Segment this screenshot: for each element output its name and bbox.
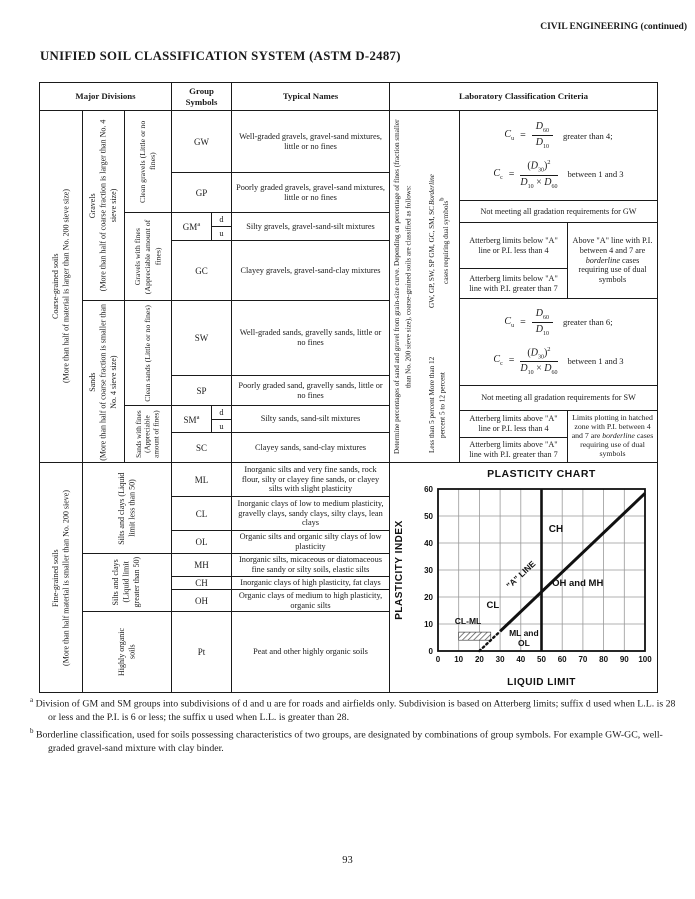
subdivision-label: d xyxy=(219,408,224,417)
svg-text:PLASTICITY INDEX: PLASTICITY INDEX xyxy=(394,520,405,620)
group-symbol: OH xyxy=(195,595,208,606)
group-symbol: OL xyxy=(195,537,208,547)
criteria-sentence: Depending on percentage of fines (fraction smaller than No. 200 sieve size), coarse-grained soils are classified as follows: xyxy=(393,119,413,389)
subdivision-sm-d xyxy=(212,406,232,420)
cell-silts-clays-high xyxy=(83,554,172,612)
criteria-gm xyxy=(460,223,568,269)
note-pre: Limits plotting in hatched zone with P.I. between 4 and 7 are xyxy=(571,413,653,441)
svg-text:OL: OL xyxy=(517,638,530,649)
sub-10: 10 xyxy=(527,370,534,377)
typical-name: Silty sands, sand-silt mixtures xyxy=(260,414,361,424)
criteria-gmgc-note xyxy=(568,223,658,299)
svg-text:"A" LINE: "A" LINE xyxy=(504,558,538,591)
svg-text:50: 50 xyxy=(537,655,546,664)
subdivision-label: u xyxy=(219,229,224,238)
footnote-ref-b: b xyxy=(438,197,446,201)
cell-clean-gravels xyxy=(125,111,172,213)
var-d: D xyxy=(535,323,543,335)
typical-name: Clayey gravels, gravel-sand-clay mixtures xyxy=(240,265,381,275)
sub-60: 60 xyxy=(542,128,549,135)
header-typical-names xyxy=(232,83,390,111)
svg-text:OH and MH: OH and MH xyxy=(552,578,604,590)
sub-10: 10 xyxy=(542,330,549,337)
symbol-gc xyxy=(172,241,232,301)
typical-cl xyxy=(232,497,390,531)
paren: ) xyxy=(543,160,548,172)
symbol-gm xyxy=(172,213,212,241)
typical-name: Well-graded gravels, gravel-sand mixtures, little or no fines xyxy=(239,131,382,151)
typical-oh xyxy=(232,590,390,612)
subdivision-label: d xyxy=(219,215,224,224)
cell-coarse-grained xyxy=(40,111,83,463)
typical-name: Poorly graded gravels, gravel-sand mixtures, little or no fines xyxy=(236,182,385,202)
division-name: Clean gravels (Little or no fines) xyxy=(137,120,157,203)
criterion-text: Atterberg limits above "A" line with P.I. greater than 7 xyxy=(469,440,558,459)
svg-text:50: 50 xyxy=(424,512,433,521)
borderline-word: Borderline xyxy=(428,173,436,205)
symbol-ml xyxy=(172,463,232,497)
cell-sands-with-fines xyxy=(125,406,172,463)
symbol-pt xyxy=(172,612,232,693)
subdivision-gm-u xyxy=(212,227,232,241)
symbol-oh xyxy=(172,590,232,612)
criteria-condition: 5 to 12 percent xyxy=(438,372,447,415)
symbol-sp xyxy=(172,376,232,406)
var-d: D xyxy=(530,160,538,172)
var-c: C xyxy=(493,354,501,366)
cell-sands xyxy=(83,301,125,463)
svg-text:ML and: ML and xyxy=(509,628,539,639)
sub-60: 60 xyxy=(551,183,558,190)
division-name: Clean sands (Little or no fines) xyxy=(142,304,152,402)
typical-gw xyxy=(232,111,390,173)
var-d: D xyxy=(520,176,528,188)
division-note: (More than half of coarse fraction is larger than No. 4 sieve size) xyxy=(98,119,118,292)
division-name: Sands with fines (Appreciable amount of fines) xyxy=(135,410,161,458)
division-note: (More than half material is smaller than No. 200 sieve) xyxy=(61,489,70,666)
group-symbol: SM xyxy=(183,414,197,425)
typical-sc xyxy=(232,433,390,463)
sub-u: u xyxy=(511,322,515,329)
typical-name: Well-graded sands, gravelly sands, little or no fines xyxy=(239,328,382,347)
criterion-text xyxy=(572,236,653,285)
svg-text:100: 100 xyxy=(638,655,652,664)
typical-name: Inorganic clays of high plasticity, fat clays xyxy=(240,578,381,588)
plasticity-chart-cell xyxy=(390,463,658,693)
subdivision-label: u xyxy=(219,421,224,431)
var-d: D xyxy=(544,176,552,188)
var-d: D xyxy=(530,347,538,359)
typical-gc xyxy=(232,241,390,301)
group-symbol: SW xyxy=(194,333,209,343)
cell-gravels-with-fines xyxy=(125,213,172,301)
footnote-text: Division of GM and SM groups into subdivisions of d and u are for roads and airfields only. Subdivision is based on Atterberg limits; suffix d used when L.L. is 28 or less and the P.I. is 6 or less; the suffix u used when L.L. is greater than 28. xyxy=(35,698,676,724)
division-name: Coarse-grained soils xyxy=(50,253,60,320)
footnotes xyxy=(30,696,678,758)
criteria-condition: More than 12 percent xyxy=(428,356,447,438)
criteria-smsc-note xyxy=(568,411,658,463)
group-symbol: CH xyxy=(195,578,208,588)
note-post: cases requiring use of dual symbols xyxy=(580,431,654,458)
criterion-text: Atterberg limits above "A" line or P.I. less than 4 xyxy=(469,414,558,433)
cc-formula xyxy=(493,346,623,376)
paren: ( xyxy=(527,347,531,359)
division-note: (More than half of coarse fraction is smaller than No. 4 sieve size) xyxy=(98,303,118,460)
svg-text:90: 90 xyxy=(619,655,629,664)
criteria-sw-formulas xyxy=(460,299,658,386)
var-c: C xyxy=(504,129,512,141)
group-symbol: SP xyxy=(196,385,207,396)
page-number: 93 xyxy=(342,855,353,866)
plasticity-chart xyxy=(390,463,656,691)
sub-30: 30 xyxy=(537,167,544,174)
symbol-gp xyxy=(172,173,232,213)
group-symbol: GW xyxy=(194,136,209,147)
svg-text:60: 60 xyxy=(424,485,433,494)
var-c: C xyxy=(504,315,512,327)
criterion-text: between 1 and 3 xyxy=(567,169,624,180)
criteria-gw-formulas xyxy=(460,111,658,201)
running-header: CIVIL ENGINEERING (continued) xyxy=(540,22,687,32)
typical-name: Clayey sands, sand-clay mixtures xyxy=(254,442,367,452)
criterion-text: greater than 6; xyxy=(562,317,613,328)
cell-silts-clays-low xyxy=(83,463,172,554)
exponent-2: 2 xyxy=(547,345,551,353)
times-sign: × xyxy=(536,176,542,188)
typical-gp xyxy=(232,173,390,213)
equals: = xyxy=(508,168,515,180)
svg-text:80: 80 xyxy=(599,655,609,664)
svg-text:40: 40 xyxy=(424,539,433,548)
criterion-text: between 1 and 3 xyxy=(567,355,624,366)
typical-name: Peat and other highly organic soils xyxy=(253,647,368,657)
criteria-rotated-sentences xyxy=(392,114,425,460)
typical-gm xyxy=(232,213,390,241)
svg-text:0: 0 xyxy=(435,655,441,664)
sub-c: c xyxy=(500,174,503,181)
typical-name: Poorly graded sand, gravelly sands, little or no fines xyxy=(238,380,383,400)
borderline-rest: cases requiring dual symbols xyxy=(441,201,450,285)
header-label: Laboratory Classification Criteria xyxy=(459,91,588,102)
header-label: Major Divisions xyxy=(75,91,136,102)
svg-text:CH: CH xyxy=(548,524,564,536)
division-name: Fine-grained soils xyxy=(50,548,60,607)
group-symbol: GC xyxy=(195,265,208,276)
criteria-condition: Less than 5 percent xyxy=(428,397,436,454)
symbol-sc xyxy=(172,433,232,463)
cell-clean-sands xyxy=(125,301,172,406)
equals: = xyxy=(520,316,526,328)
criteria-gp xyxy=(460,201,658,223)
group-symbol: ML xyxy=(194,474,209,485)
symbol-ol xyxy=(172,531,232,554)
criteria-gc xyxy=(460,269,568,299)
typical-mh xyxy=(232,554,390,577)
criteria-class: GM, GC, SM, SC xyxy=(428,206,436,258)
division-name: Sands xyxy=(87,371,97,392)
svg-text:LIQUID LIMIT: LIQUID LIMIT xyxy=(507,677,576,688)
group-symbol: MH xyxy=(194,560,209,570)
typical-name: Organic clays of medium to high plasticity, organic silts xyxy=(238,590,383,610)
header-label: Group Symbols xyxy=(185,86,218,107)
typical-ml xyxy=(232,463,390,497)
typical-sp xyxy=(232,376,390,406)
exponent-2: 2 xyxy=(547,159,551,167)
cell-fine-grained xyxy=(40,463,83,693)
division-name: Highly organic soils xyxy=(116,627,136,677)
equals: = xyxy=(520,130,526,142)
header-label: Typical Names xyxy=(282,91,339,102)
typical-pt xyxy=(232,612,390,693)
header-group-symbols xyxy=(172,83,232,111)
symbol-cl xyxy=(172,497,232,531)
svg-text:30: 30 xyxy=(424,566,433,575)
sub-60: 60 xyxy=(551,370,558,377)
criteria-sentence: Determine percentages of sand and gravel from grain-size curve. xyxy=(393,268,401,455)
times-sign: × xyxy=(536,363,542,375)
svg-text:20: 20 xyxy=(474,655,484,664)
group-symbol: GP xyxy=(195,187,208,198)
division-note: (More than half of material is larger than No. 200 sieve size) xyxy=(61,189,70,384)
typical-ol xyxy=(232,531,390,554)
typical-name: Silty gravels, gravel-sand-silt mixtures xyxy=(246,221,375,231)
criteria-rotated-strip xyxy=(390,111,460,463)
criteria-rotated-conditions xyxy=(427,351,458,459)
var-d: D xyxy=(535,307,543,319)
criteria-sm xyxy=(460,411,568,438)
header-major-divisions xyxy=(40,83,172,111)
svg-text:20: 20 xyxy=(424,593,433,602)
symbol-ch xyxy=(172,577,232,590)
sub-10: 10 xyxy=(527,183,534,190)
criterion-text: Atterberg limits below "A" line or P.I. less than 4 xyxy=(469,235,558,255)
var-d: D xyxy=(520,363,528,375)
cu-formula xyxy=(504,121,612,150)
symbol-gw xyxy=(172,111,232,173)
symbol-sm xyxy=(172,406,212,433)
footnote-ref-a: a xyxy=(196,413,200,421)
sub-60: 60 xyxy=(542,314,549,321)
svg-text:CL-ML: CL-ML xyxy=(454,616,482,626)
criterion-text: greater than 4; xyxy=(562,130,613,141)
svg-text:CL: CL xyxy=(486,599,500,611)
var-d: D xyxy=(535,137,543,149)
var-d: D xyxy=(535,121,543,133)
typical-sm xyxy=(232,406,390,433)
svg-text:40: 40 xyxy=(516,655,526,664)
cell-gravels xyxy=(83,111,125,301)
page-title: UNIFIED SOIL CLASSIFICATION SYSTEM (ASTM D-2487) xyxy=(40,49,401,63)
group-symbol: SC xyxy=(195,442,207,453)
svg-text:10: 10 xyxy=(424,620,433,629)
cell-highly-organic xyxy=(83,612,172,693)
sub-u: u xyxy=(511,136,515,143)
criteria-sp xyxy=(460,386,658,411)
subdivision-sm-u xyxy=(212,420,232,433)
division-name: Silts and clays (Liquid limit greater than 50) xyxy=(111,557,142,608)
division-name: Silts and clays (Liquid limit less than 50) xyxy=(116,471,136,545)
criteria-class: GW, GP, SW, SP xyxy=(428,259,436,309)
sub-c: c xyxy=(500,361,503,368)
paren: ) xyxy=(543,347,548,359)
typical-name: Inorganic silts and very fine sands, rock flour, silty or clayey fine sands, or clayey silts with slight plasticity xyxy=(241,464,380,494)
criteria-rotated-classes xyxy=(427,166,458,316)
sub-30: 30 xyxy=(537,354,544,361)
footnote-a xyxy=(30,696,678,725)
typical-name: Organic silts and organic silty clays of low plasticity xyxy=(239,532,382,551)
svg-text:70: 70 xyxy=(578,655,588,664)
var-d: D xyxy=(544,363,552,375)
symbol-sw xyxy=(172,301,232,376)
equals: = xyxy=(508,355,515,367)
svg-text:10: 10 xyxy=(454,655,464,664)
footnote-marker: a xyxy=(30,696,34,704)
criterion-text: Not meeting all gradation requirements for SW xyxy=(481,393,636,403)
typical-name: Inorganic silts, micaceous or diatomaceous fine sandy or silty soils, elastic silts xyxy=(239,555,382,574)
criteria-sc xyxy=(460,438,568,463)
footnote-text: Borderline classification, used for soils possessing characteristics of two groups, are designated by combinations of group symbols. For example GW-GC, well-graded gravel-sand mixture with clay binder. xyxy=(35,729,663,755)
subdivision-gm-d xyxy=(212,213,232,227)
sub-10: 10 xyxy=(542,144,549,151)
footnote-b xyxy=(30,727,678,756)
typical-sw xyxy=(232,301,390,376)
note-italic: borderline xyxy=(585,255,620,265)
footnote-ref-a: a xyxy=(197,221,201,228)
division-name: Gravels with fines (Appreciable amount of fines) xyxy=(132,219,163,294)
uscs-table xyxy=(39,82,658,693)
group-symbol: CL xyxy=(195,508,208,519)
criterion-text: Not meeting all gradation requirements for GW xyxy=(480,206,637,216)
criterion-text: Atterberg limits below "A" line with P.I. greater than 7 xyxy=(469,273,558,293)
svg-text:60: 60 xyxy=(557,655,567,664)
note-pre: Above "A" line with P.I. between 4 and 7 are xyxy=(572,235,653,255)
note-post: cases requiring use of dual symbols xyxy=(578,255,647,285)
note-italic: borderline xyxy=(602,431,635,441)
criterion-text xyxy=(571,414,654,458)
paren: ( xyxy=(527,160,531,172)
header-lab-criteria xyxy=(390,83,658,111)
group-symbol: GM xyxy=(182,222,198,232)
group-symbol: Pt xyxy=(197,647,206,657)
division-name: Gravels xyxy=(87,193,97,218)
svg-text:PLASTICITY CHART: PLASTICITY CHART xyxy=(487,468,596,480)
svg-text:30: 30 xyxy=(495,655,505,664)
cu-formula xyxy=(504,308,612,337)
typical-ch xyxy=(232,577,390,590)
svg-text:0: 0 xyxy=(428,647,433,656)
typical-name: Inorganic clays of low to medium plasticity, gravelly clays, sandy clays, silty clays, lean clays xyxy=(237,498,384,528)
var-c: C xyxy=(493,167,501,179)
footnote-marker: b xyxy=(30,727,34,736)
symbol-mh xyxy=(172,554,232,577)
cc-formula xyxy=(493,159,623,189)
